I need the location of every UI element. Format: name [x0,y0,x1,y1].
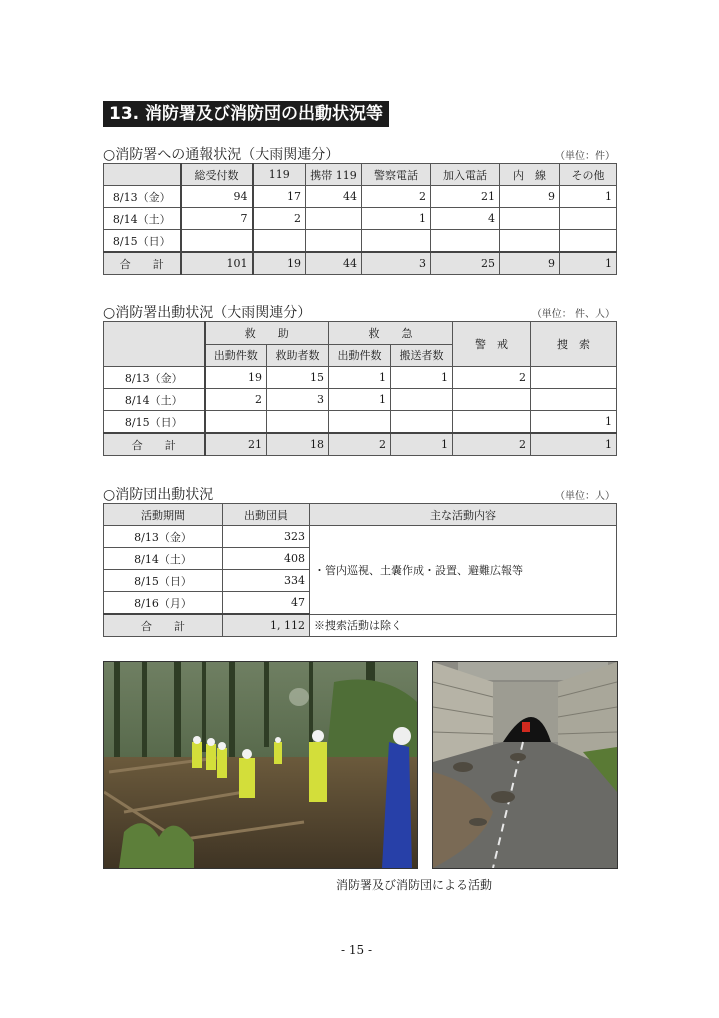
cell: 3 [267,389,329,411]
group-header-rescue: 救 助 [205,322,329,345]
cell: 7 [181,208,253,230]
cell [560,230,617,253]
header-cell: 携帯 119 [306,164,362,186]
cell: 47 [223,592,310,615]
row-label: 8/14（土） [104,389,205,411]
total-label: 合 計 [104,433,205,456]
cell: 19 [253,252,306,275]
table-header-row [104,504,617,526]
header-cell: 出動件数 [329,344,391,367]
cell [362,230,431,253]
cell: 2 [253,208,306,230]
activity-content: ・管内巡視、土嚢作成・設置、避難広報等 [310,526,617,615]
row-label: 8/16（月） [104,592,223,615]
cell [560,208,617,230]
cell: 25 [431,252,500,275]
cell: 21 [205,433,267,456]
cell [531,367,617,389]
cell: 9 [500,186,560,208]
cell [453,411,531,434]
cell: 21 [431,186,500,208]
cell [531,389,617,411]
header-cell: 主な活動内容 [310,504,617,526]
cell [391,411,453,434]
table-row [104,367,617,389]
volunteer-table [103,503,617,637]
cell: 1 [560,186,617,208]
cell [329,411,391,434]
row-label: 8/14（土） [104,548,223,570]
cell: 94 [181,186,253,208]
header-cell: 加入電話 [431,164,500,186]
cell [500,230,560,253]
header-cell: 総受付数 [181,164,253,186]
header-cell: 搬送者数 [391,344,453,367]
table1-unit: （単位：件） [555,151,615,162]
cell: 1, 112 [223,614,310,637]
forest-rescue-photo [103,661,418,869]
cell: 2 [453,367,531,389]
cell: 3 [362,252,431,275]
table-row [104,230,617,253]
cell: 323 [223,526,310,548]
cell: 18 [267,433,329,456]
note-cell: ※捜索活動は除く [310,614,617,637]
section-title: 13. 消防署及び消防団の出動状況等 [103,101,389,127]
row-label: 8/14（土） [104,208,181,230]
tunnel-road-photo [432,661,618,869]
total-label: 合 計 [104,614,223,637]
cell: 2 [205,389,267,411]
cell [181,230,253,253]
header-cell: その他 [560,164,617,186]
row-label: 8/15（日） [104,230,181,253]
total-row [104,252,617,275]
table2-unit: （単位： 件、人） [531,309,615,320]
cell [453,389,531,411]
page-number: - 15 - [341,943,373,957]
cell: 1 [531,411,617,434]
cell [267,411,329,434]
header-cell: 出動団員 [223,504,310,526]
header-cell [104,164,181,186]
cell [306,230,362,253]
row-label: 8/13（金） [104,526,223,548]
group-header-alert: 警 戒 [453,322,531,367]
table1-title: ○消防署への通報状況（大雨関連分） [103,147,340,163]
row-label: 8/15（日） [104,411,205,434]
table-row [104,526,617,548]
cell: 17 [253,186,306,208]
forest-rescue-image [104,662,417,868]
cell: 334 [223,570,310,592]
table-header-row [104,322,617,345]
photo-caption: 消防署及び消防団による活動 [336,878,493,892]
cell: 408 [223,548,310,570]
table-header-row [104,164,617,186]
cell [253,230,306,253]
table-row [104,208,617,230]
cell: 19 [205,367,267,389]
cell: 9 [500,252,560,275]
table3-unit: （単位：人） [555,491,615,502]
cell: 1 [329,389,391,411]
cell: 1 [531,433,617,456]
total-label: 合 計 [104,252,181,275]
cell [205,411,267,434]
cell: 2 [362,186,431,208]
cell [431,230,500,253]
cell: 44 [306,252,362,275]
group-header-ambulance: 救 急 [329,322,453,345]
header-cell: 119 [253,164,306,186]
cell: 15 [267,367,329,389]
tunnel-road-image [433,662,617,868]
header-cell: 内 線 [500,164,560,186]
cell: 4 [431,208,500,230]
header-cell: 警察電話 [362,164,431,186]
table-row [104,411,617,434]
header-cell [104,322,205,367]
header-cell: 出動件数 [205,344,267,367]
cell: 44 [306,186,362,208]
group-header-search: 捜 索 [531,322,617,367]
cell: 2 [329,433,391,456]
cell [391,389,453,411]
header-cell: 救助者数 [267,344,329,367]
cell [306,208,362,230]
header-cell: 活動期間 [104,504,223,526]
cell: 1 [560,252,617,275]
cell: 101 [181,252,253,275]
dispatch-table [103,321,617,456]
cell: 1 [362,208,431,230]
total-row [104,433,617,456]
table2-title: ○消防署出動状況（大雨関連分） [103,305,312,321]
cell [500,208,560,230]
row-label: 8/13（金） [104,186,181,208]
cell: 2 [453,433,531,456]
cell: 1 [391,367,453,389]
cell: 1 [329,367,391,389]
row-label: 8/15（日） [104,570,223,592]
row-label: 8/13（金） [104,367,205,389]
table-row [104,186,617,208]
table-row [104,389,617,411]
cell: 1 [391,433,453,456]
report-table [103,163,617,275]
table3-title: ○消防団出動状況 [103,487,214,503]
total-row [104,614,617,637]
